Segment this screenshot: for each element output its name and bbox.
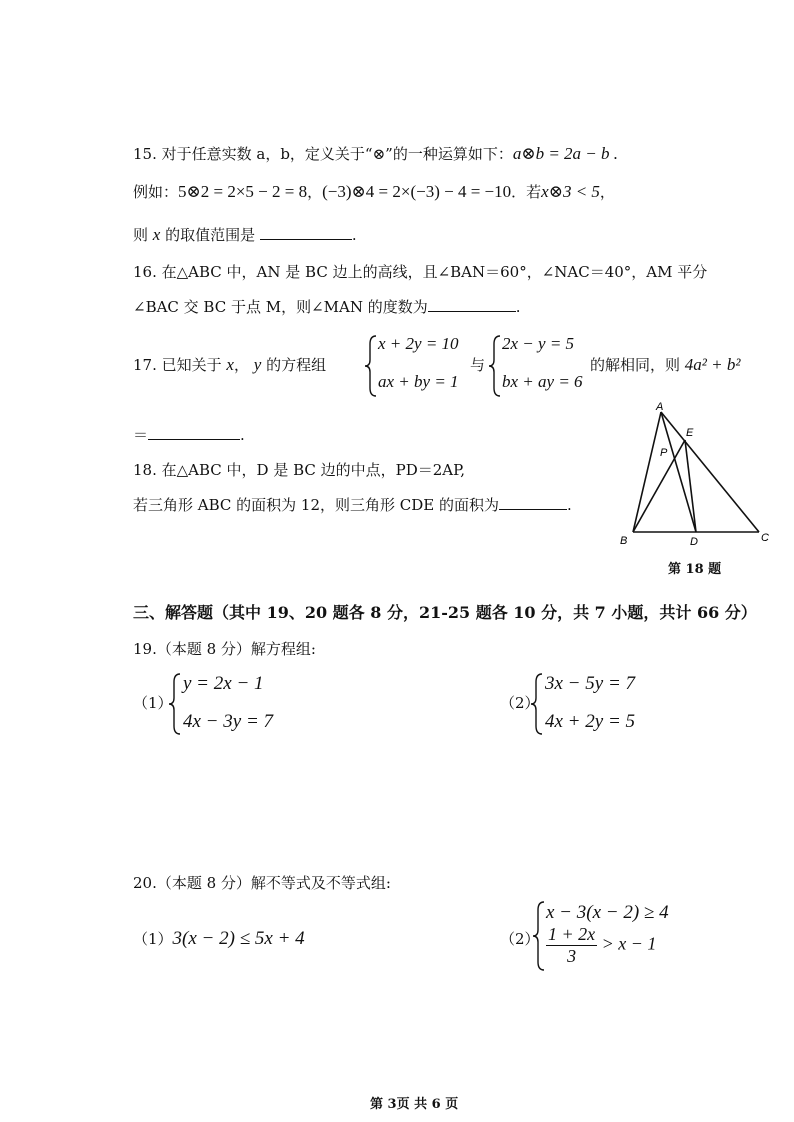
q20-part1: （1）3(x − 2) ≤ 5x + 4 xyxy=(133,928,305,949)
q20-title: 20.（本题 8 分）解不等式及不等式组: xyxy=(133,874,391,892)
q15-definition-formula: a⊗b = 2a − b . xyxy=(512,144,619,163)
q17-suffix: 的解相同，则 4a² + b² xyxy=(590,355,741,374)
q18-label-p: P xyxy=(660,447,668,459)
q18-label-c: C xyxy=(761,532,769,544)
q16-line1: 16. 在△ABC 中，AN 是 BC 边上的高线，且∠BAN＝60°，∠NAC＝40°，AM 平分 xyxy=(133,263,708,281)
q17-system2-brace xyxy=(488,334,502,398)
q17-expression: 4a² + b² xyxy=(684,355,741,374)
q20-part2-brace xyxy=(532,900,546,972)
q15-line3: 则 x 的取值范围是 . xyxy=(133,225,357,244)
q15-condition: x⊗3 < 5 xyxy=(541,182,600,201)
q17-and: 与 xyxy=(470,356,486,374)
q20-part2-eq1: x − 3(x − 2) ≥ 4 xyxy=(546,902,669,923)
q19-part1-label: （1） xyxy=(133,694,173,712)
q18-triangle-figure xyxy=(612,398,772,548)
q18-label-e: E xyxy=(686,427,694,439)
q15-example-2: (−3)⊗4 = 2×(−3) − 4 = −10 xyxy=(322,182,512,201)
q20-part2-eq2: $\frac{1 + 2x}{3}$ > x − 1 xyxy=(548,924,657,966)
q15-example-1: 5⊗2 = 2×5 − 2 = 8 xyxy=(178,182,308,201)
q17-prefix: 17. 已知关于 x， y 的方程组 xyxy=(133,355,327,374)
q19-part2-eq1: 3x − 5y = 7 xyxy=(545,673,636,694)
q20-part1-inequality: 3(x − 2) ≤ 5x + 4 xyxy=(172,928,305,949)
q17-system2-eq2: bx + ay = 6 xyxy=(502,372,583,391)
q15-line2: 例如：5⊗2 = 2×5 − 2 = 8，(−3)⊗4 = 2×(−3) − 4 = −10．若x⊗3 < 5， xyxy=(133,182,615,201)
q18-label-a: A xyxy=(656,401,664,413)
q16-line2: ∠BAC 交 BC 于点 M，则∠MAN 的度数为 . xyxy=(133,298,521,316)
q17-system1-eq2: ax + by = 1 xyxy=(378,372,459,391)
q18-label-d: D xyxy=(690,536,698,548)
q15-line1: 15. 对于任意实数 a，b，定义关于“⊗”的一种运算如下：a⊗b = 2a − b . xyxy=(133,144,619,163)
q19-part1-brace xyxy=(168,672,182,736)
q18-label-b: B xyxy=(620,535,628,547)
q18-figure-caption: 第 18 题 xyxy=(668,562,722,577)
q17-system1-eq1: x + 2y = 10 xyxy=(378,334,459,353)
q18-answer-blank[interactable] xyxy=(499,495,567,510)
q17-line2: ＝ . xyxy=(133,426,245,444)
q19-part1-eq2: 4x − 3y = 7 xyxy=(183,711,274,732)
q15-answer-blank[interactable] xyxy=(260,225,352,240)
page-footer: 第 3页 共 6 页 xyxy=(370,1097,459,1112)
q20-part2-fraction: $\frac{1 + 2x}{3}$ xyxy=(548,924,596,966)
q19-part1-eq1: y = 2x − 1 xyxy=(183,673,264,694)
q17-answer-blank[interactable] xyxy=(148,425,240,440)
q18-line2: 若三角形 ABC 的面积为 12，则三角形 CDE 的面积为 . xyxy=(133,496,572,514)
q17-system1-brace xyxy=(364,334,378,398)
q19-title: 19.（本题 8 分）解方程组: xyxy=(133,640,316,658)
q20-part2-label: （2） xyxy=(500,930,540,948)
q19-part2-eq2: 4x + 2y = 5 xyxy=(545,711,636,732)
q18-line1: 18. 在△ABC 中，D 是 BC 边的中点，PD＝2AP, xyxy=(133,461,465,479)
q19-part2-label: （2） xyxy=(500,694,540,712)
q16-answer-blank[interactable] xyxy=(428,297,516,312)
section3-title: 三、解答题（其中 19、20 题各 8 分，21-25 题各 10 分，共 7 小题，共计 66 分） xyxy=(133,603,757,622)
q19-part2-brace xyxy=(530,672,544,736)
q17-system2-eq1: 2x − y = 5 xyxy=(502,334,575,353)
